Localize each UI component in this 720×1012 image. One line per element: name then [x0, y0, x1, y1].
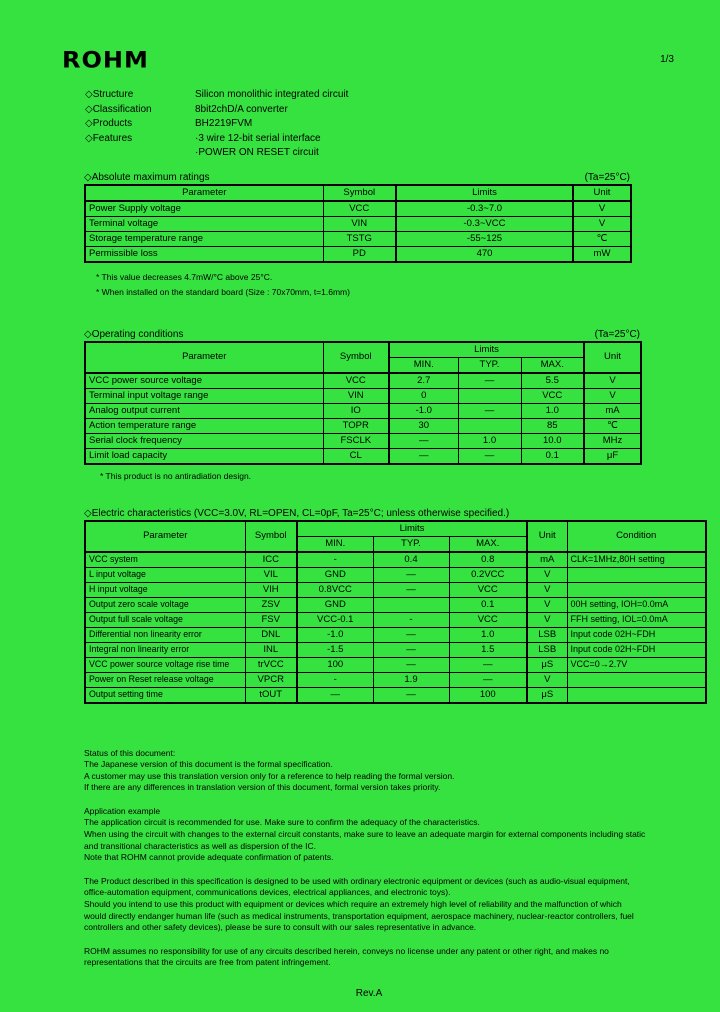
table-cell: 30 — [389, 418, 458, 433]
table-cell: PD — [323, 246, 396, 262]
table-cell: - — [373, 612, 449, 627]
table-header-row — [85, 185, 631, 201]
table-row — [85, 418, 641, 433]
table-cell: LSB — [527, 627, 567, 642]
table-cell: GND — [297, 567, 373, 582]
table-cell: -0.3~7.0 — [396, 201, 573, 217]
table-cell: VCC power source voltage rise time — [85, 657, 245, 672]
text-line: controllers and other safety devices), please be sure to consult with our sales representative in advance. — [84, 922, 477, 933]
column-header: Condition — [567, 521, 706, 552]
table-cell: ℃ — [584, 418, 641, 433]
text-line: Should you intend to use this product with equipment or devices which require an extremely high level of reliability and the malfunction of which — [84, 899, 622, 910]
table-cell: CLK=1MHz,80H setting — [567, 552, 706, 568]
table-cell: Output full scale voltage — [85, 612, 245, 627]
table-cell: Differential non linearity error — [85, 627, 245, 642]
rohm-logo: ROHM — [62, 47, 149, 73]
spec-value: Silicon monolithic integrated circuit — [195, 89, 349, 100]
spec-label — [85, 146, 195, 161]
text-line: ROHM assumes no responsibility for use of any circuits described herein, conveys no license under any patent or other right, and makes no — [84, 945, 609, 956]
table-cell: VCC power source voltage — [85, 373, 323, 389]
table-cell: MHz — [584, 433, 641, 448]
spec-value: 8bit2chD/A converter — [195, 103, 288, 115]
table-cell: Integral non linearity error — [85, 642, 245, 657]
table-cell: DNL — [245, 627, 297, 642]
table-cell: — — [373, 627, 449, 642]
spec-row-features — [85, 132, 720, 147]
table-cell: Terminal input voltage range — [85, 388, 323, 403]
table-cell: VPCR — [245, 672, 297, 687]
text-line: A customer may use this translation version only for a reference to help reading the formal version. — [84, 770, 455, 781]
table-cell — [567, 672, 706, 687]
electric-characteristics-table — [84, 520, 707, 704]
footnotes — [96, 270, 630, 300]
electric-characteristics-section — [84, 508, 706, 704]
table-cell: 470 — [396, 246, 573, 262]
table-cell: Permissible loss — [85, 246, 323, 262]
column-header: Parameter — [85, 521, 245, 552]
table-cell: — — [373, 642, 449, 657]
table-cell: ℃ — [573, 231, 631, 246]
table-row — [85, 216, 631, 231]
table-cell: 85 — [521, 418, 584, 433]
table-cell: Power on Reset release voltage — [85, 672, 245, 687]
page-header — [0, 0, 720, 74]
disclaimer-block — [84, 946, 720, 969]
table-row — [85, 433, 641, 448]
table-cell: Analog output current — [85, 403, 323, 418]
section-header — [84, 508, 706, 519]
text-line: If there are any differences in translation version of this document, formal version takes priority. — [84, 782, 441, 793]
table-cell: Output zero scale voltage — [85, 597, 245, 612]
absolute-max-ratings-table — [84, 184, 632, 263]
table-cell: Action temperature range — [85, 418, 323, 433]
table-cell: Input code 02H~FDH — [567, 627, 706, 642]
table-cell: L input voltage — [85, 567, 245, 582]
spec-label: ◇Features — [85, 132, 133, 144]
text-line: Status of this document: — [84, 747, 176, 758]
table-header-row — [85, 342, 641, 358]
table-row — [85, 448, 641, 464]
table-cell: -0.3~VCC — [396, 216, 573, 231]
table-cell: VCC=0→2.7V — [567, 657, 706, 672]
column-header: TYP. — [373, 536, 449, 552]
text-line: The application circuit is recommended for use. Make sure to confirm the adequacy of the characteristics. — [84, 817, 480, 828]
table-cell: CL — [323, 448, 389, 464]
column-header: Symbol — [245, 521, 297, 552]
spec-row-features-2 — [85, 146, 720, 161]
table-cell — [458, 388, 521, 403]
table-cell: - — [297, 552, 373, 568]
table-cell: — — [458, 403, 521, 418]
section-title: ◇Operating conditions — [84, 328, 184, 340]
column-header: Symbol — [323, 185, 396, 201]
table-cell: 0 — [389, 388, 458, 403]
table-cell: VCC — [449, 612, 527, 627]
footnote: * This value decreases 4.7mW/°C above 25°C. — [96, 271, 273, 282]
column-header: Limits — [396, 185, 573, 201]
table-header-row — [85, 521, 706, 537]
table-row — [85, 373, 641, 389]
table-cell: Storage temperature range — [85, 231, 323, 246]
column-header: MIN. — [389, 357, 458, 373]
table-cell: 00H setting, IOH=0.0mA — [567, 597, 706, 612]
table-cell: μF — [584, 448, 641, 464]
table-cell: mA — [584, 403, 641, 418]
table-row — [85, 231, 631, 246]
table-cell: Input code 02H~FDH — [567, 642, 706, 657]
table-cell: VCC — [449, 582, 527, 597]
text-line: Note that ROHM cannot provide adequate confirmation of patents. — [84, 852, 334, 863]
column-header: Unit — [573, 185, 631, 201]
table-cell: -55~125 — [396, 231, 573, 246]
table-cell — [373, 597, 449, 612]
table-cell: -1.0 — [297, 627, 373, 642]
text-line: and transitional characteristics as well as dispersion of the IC. — [84, 840, 316, 851]
spec-label: ◇Structure — [85, 89, 134, 100]
application-example-block — [84, 806, 720, 864]
column-header: Unit — [584, 342, 641, 373]
table-cell: — — [458, 448, 521, 464]
table-cell: 5.5 — [521, 373, 584, 389]
table-cell: — — [449, 657, 527, 672]
table-cell: -1.5 — [297, 642, 373, 657]
footnote: * When installed on the standard board (Size : 70x70mm, t=1.6mm) — [96, 286, 350, 297]
text-line: office-automation equipment, communications devices, electrical appliances, and electronic toys). — [84, 887, 451, 898]
table-row — [85, 552, 706, 568]
table-cell: 100 — [297, 657, 373, 672]
table-cell — [458, 418, 521, 433]
table-cell: ZSV — [245, 597, 297, 612]
table-cell: 0.2VCC — [449, 567, 527, 582]
spec-label: ◇Classification — [85, 103, 152, 115]
table-cell: TSTG — [323, 231, 396, 246]
table-cell: trVCC — [245, 657, 297, 672]
table-cell: H input voltage — [85, 582, 245, 597]
spec-value: ·3 wire 12-bit serial interface — [195, 132, 321, 144]
table-cell: — — [389, 448, 458, 464]
table-row — [85, 597, 706, 612]
spec-list — [85, 88, 720, 161]
column-header-limits: Limits — [389, 342, 584, 358]
table-row — [85, 246, 631, 262]
operating-conditions-table — [84, 341, 642, 465]
table-cell: — — [449, 672, 527, 687]
table-cell: V — [573, 201, 631, 217]
table-cell: — — [458, 373, 521, 389]
table-cell: Output setting time — [85, 687, 245, 703]
section-title: ◇Electric characteristics (VCC=3.0V, RL=OPEN, CL=0pF, Ta=25°C; unless otherwise specified.) — [84, 507, 510, 519]
table-cell: Serial clock frequency — [85, 433, 323, 448]
text-line: The Japanese version of this document is the formal specification. — [84, 759, 333, 770]
table-cell: — — [373, 687, 449, 703]
table-cell: VCC — [521, 388, 584, 403]
table-cell: VIN — [323, 216, 396, 231]
page-number: 1/3 — [660, 54, 674, 65]
table-cell: FSV — [245, 612, 297, 627]
table-cell: — — [373, 567, 449, 582]
table-cell: V — [584, 388, 641, 403]
table-cell: ICC — [245, 552, 297, 568]
table-cell — [567, 687, 706, 703]
table-cell — [567, 567, 706, 582]
table-cell: VCC-0.1 — [297, 612, 373, 627]
revision-label: Rev.A — [355, 988, 383, 999]
table-cell: 2.7 — [389, 373, 458, 389]
operating-conditions-section — [84, 329, 640, 481]
table-cell: 1.0 — [521, 403, 584, 418]
text-line: The Product described in this specification is designed to be used with ordinary electronic equipment or devices (such as audio-visual equipment, — [84, 875, 630, 886]
column-header: Parameter — [85, 185, 323, 201]
table-row — [85, 388, 641, 403]
table-cell: V — [573, 216, 631, 231]
table-cell: — — [389, 433, 458, 448]
temp-condition: (Ta=25°C) — [584, 171, 630, 183]
table-cell: V — [584, 373, 641, 389]
table-cell: — — [373, 657, 449, 672]
text-line: would directly endanger human life (such as medical instruments, transportation equipment, aerospace machinery, nuclear-reactor controllers, fuel — [84, 910, 634, 921]
section-title: ◇Absolute maximum ratings — [84, 171, 210, 183]
table-row — [85, 657, 706, 672]
table-cell: 0.8VCC — [297, 582, 373, 597]
table-cell: 0.1 — [449, 597, 527, 612]
spec-label: ◇Products — [85, 118, 133, 129]
column-header: Parameter — [85, 342, 323, 373]
table-cell: Limit load capacity — [85, 448, 323, 464]
table-cell: VIL — [245, 567, 297, 582]
table-cell: -1.0 — [389, 403, 458, 418]
table-cell: FSCLK — [323, 433, 389, 448]
column-header-limits: Limits — [297, 521, 527, 537]
table-cell: - — [297, 672, 373, 687]
table-cell: 1.9 — [373, 672, 449, 687]
table-cell: μS — [527, 687, 567, 703]
column-header: MAX. — [449, 536, 527, 552]
table-cell: 1.5 — [449, 642, 527, 657]
table-row — [85, 201, 631, 217]
table-cell: mA — [527, 552, 567, 568]
table-cell: VIH — [245, 582, 297, 597]
table-cell: LSB — [527, 642, 567, 657]
section-header — [84, 329, 640, 340]
footnote: * This product is no antiradiation design. — [100, 470, 252, 481]
temp-condition: (Ta=25°C) — [594, 328, 640, 340]
table-cell: 0.1 — [521, 448, 584, 464]
table-cell: IO — [323, 403, 389, 418]
table-row — [85, 612, 706, 627]
text-line: representations that the circuits are free from patent infringement. — [84, 957, 331, 968]
table-cell: 10.0 — [521, 433, 584, 448]
table-row — [85, 687, 706, 703]
spec-value: ·POWER ON RESET circuit — [195, 147, 319, 158]
table-cell: V — [527, 597, 567, 612]
table-cell: V — [527, 567, 567, 582]
table-cell: VCC — [323, 201, 396, 217]
text-line: When using the circuit with changes to the external circuit constants, make sure to leave an adequate margin for external components including static — [84, 829, 646, 840]
table-cell — [567, 582, 706, 597]
column-header: MAX. — [521, 357, 584, 373]
table-cell: Power Supply voltage — [85, 201, 323, 217]
table-cell: INL — [245, 642, 297, 657]
table-cell: VCC system — [85, 552, 245, 568]
column-header: TYP. — [458, 357, 521, 373]
spec-row-products — [85, 117, 720, 132]
table-cell: μS — [527, 657, 567, 672]
table-cell: V — [527, 672, 567, 687]
text-line: Application example — [84, 805, 161, 816]
table-cell: V — [527, 612, 567, 627]
table-cell: — — [373, 582, 449, 597]
table-cell: FFH setting, IOL=0.0mA — [567, 612, 706, 627]
table-cell: mW — [573, 246, 631, 262]
table-row — [85, 403, 641, 418]
table-row — [85, 567, 706, 582]
table-row — [85, 627, 706, 642]
spec-row-classification — [85, 103, 720, 118]
table-cell: GND — [297, 597, 373, 612]
table-cell: VIN — [323, 388, 389, 403]
table-cell: 0.8 — [449, 552, 527, 568]
spec-row-structure — [85, 88, 720, 103]
column-header: Symbol — [323, 342, 389, 373]
absolute-max-ratings-section — [84, 172, 630, 300]
section-header — [84, 172, 630, 183]
table-cell: Terminal voltage — [85, 216, 323, 231]
spec-value: BH2219FVM — [195, 118, 253, 129]
table-cell: 1.0 — [449, 627, 527, 642]
table-row — [85, 642, 706, 657]
table-cell: 1.0 — [458, 433, 521, 448]
table-cell: VCC — [323, 373, 389, 389]
table-cell: TOPR — [323, 418, 389, 433]
column-header: Unit — [527, 521, 567, 552]
table-row — [85, 582, 706, 597]
product-notice-block — [84, 876, 720, 934]
table-cell: — — [297, 687, 373, 703]
table-row — [85, 672, 706, 687]
column-header: MIN. — [297, 536, 373, 552]
table-cell: tOUT — [245, 687, 297, 703]
table-cell: V — [527, 582, 567, 597]
table-cell: 0.4 — [373, 552, 449, 568]
document-status-block — [84, 748, 720, 794]
table-cell: 100 — [449, 687, 527, 703]
